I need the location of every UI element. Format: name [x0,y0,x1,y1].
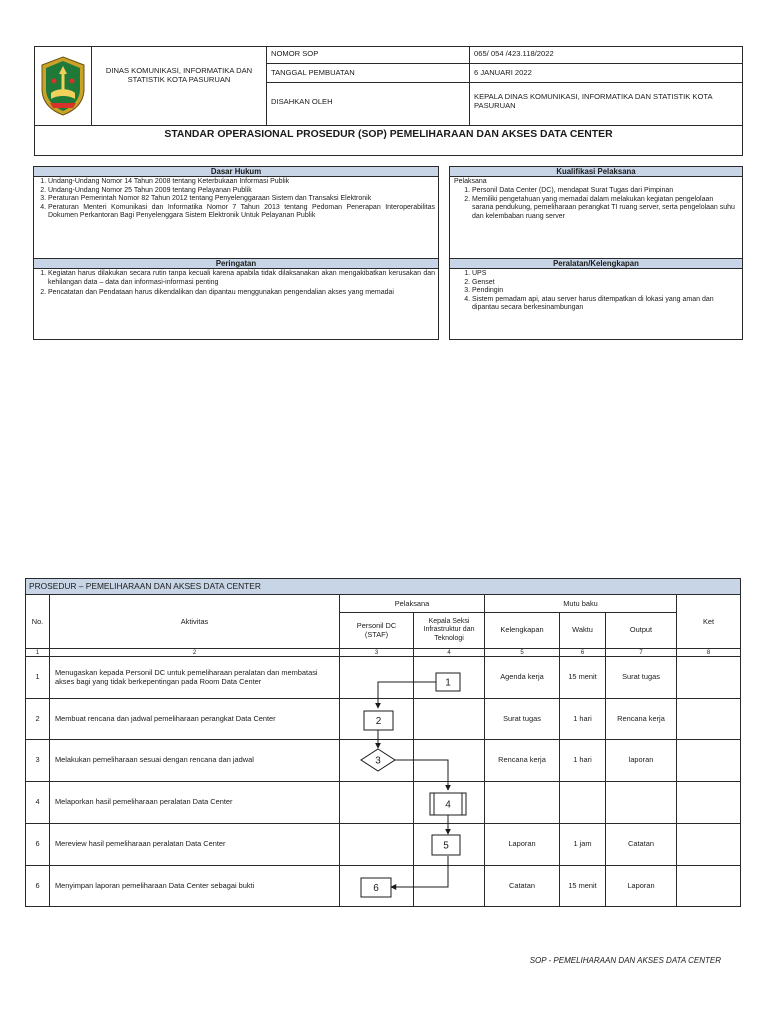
flow-step-label: 1 [445,677,451,689]
nomor-sop-label: NOMOR SOP [271,49,319,58]
prosedur-title: PROSEDUR – PEMELIHARAAN DAN AKSES DATA CENTER [29,581,261,591]
row-number: 4 [35,797,40,807]
kualifikasi-heading: Kualifikasi Pelaksana [450,167,742,177]
col-waktu-header: Waktu [572,625,593,635]
row-output: laporan [628,755,654,765]
row-kelengkapan: Laporan [508,839,536,849]
col-number: 8 [706,649,711,656]
nomor-sop-value: 065/ 054 /423.118/2022 [474,49,554,58]
row-waktu: 1 jam [573,839,592,849]
tanggal-value: 6 JANUARI 2022 [474,68,532,77]
peralatan-item: 1. UPS [472,270,740,279]
col-number: 4 [447,649,451,656]
col-pelaksana-header: Pelaksana [394,598,430,608]
row-kelengkapan: Agenda kerja [500,672,544,682]
peringatan-item: 2. Pencatatan dan Pendataan harus dikendalikan dan dipantau menggunakan pengendalian akses yang memadai [48,289,435,298]
row-kelengkapan: Surat tugas [503,713,541,723]
footer-text: SOP - PEMELIHARAAN DAN AKSES DATA CENTER [529,956,721,965]
row-number: 6 [35,839,40,849]
flow-step-label: 2 [375,716,382,727]
disahkan-value: KEPALA DINAS KOMUNIKASI, INFORMATIKA DAN STATISTIK KOTA PASURUAN [474,92,713,110]
peralatan-heading: Peralatan/Kelengkapan [450,259,742,269]
col-staf-header: Personil DC (STAF) [356,620,397,639]
row-aktivitas: Mereview hasil pemeliharaan peralatan Data Center [55,839,226,849]
col-no-header: No. [31,616,44,626]
col-number: 2 [192,649,197,656]
tanggal-label: TANGGAL PEMBUATAN [271,68,355,77]
flow-step-label: 6 [373,883,379,894]
col-number: 1 [35,649,40,656]
sop-title: STANDAR OPERASIONAL PROSEDUR (SOP) PEMELIHARAAN DAN AKSES DATA CENTER [164,129,613,140]
row-number: 6 [35,881,40,891]
row-aktivitas: Membuat rencana dan jadwal pemeliharaan perangkat Data Center [55,713,276,723]
row-aktivitas: Melaporkan hasil pemeliharaan peralatan Data Center [55,797,233,807]
kualifikasi-intro: Pelaksana [454,178,487,185]
col-output-header: Output [629,625,653,635]
peringatan-heading: Peringatan [34,259,438,269]
row-kelengkapan: Catatan [509,881,535,891]
row-waktu: 15 menit [568,672,597,682]
flow-step-label: 5 [443,840,449,852]
dasar-hukum-item: 3. Peraturan Pemerintah Nomor 82 Tahun 2012 tentang Penyelenggaraan Sistem dan Transaksi Elektronik [48,195,435,204]
kualifikasi-item: 2. Memiliki pengetahuan yang memadai dalam melakukan kegiatan pengelolaan sarana pendukung, pemeliharaan perangkat TI ruang server, serta pengelolaan suhu dan kelembaban ruang server [472,196,736,222]
flow-step-label: 4 [445,799,451,811]
dasar-hukum-item: 4. Peraturan Menteri Komunikasi dan Informatika Nomor 7 Tahun 2013 tentang Pedoman Penerapan Interoperabilitas Dokumen Perkantoran Bagi Penyelenggara Sistem Elektronik Untuk Pelayanan Publik [48,204,435,221]
col-kelengkapan-header: Kelengkapan [500,625,544,635]
peringatan-item: 1. Kegiatan harus dilakukan secara rutin tanpa kecuali karena apabila tidak dilaksanakan akan mengakibatkan kerusakan dan kehilangan data – data dan informasi-informasi penting [48,270,435,287]
dasar-hukum-item: 2. Undang-Undang Nomor 25 Tahun 2009 tentang Pelayanan Publik [48,187,435,196]
row-number: 2 [35,713,40,723]
kualifikasi-item: 1. Personil Data Center (DC), mendapat Surat Tugas dari Pimpinan [472,187,736,196]
row-waktu: 1 hari [573,713,592,723]
col-ket-header: Ket [702,616,715,626]
row-waktu: 1 hari [573,755,592,765]
col-kasi-header: Kepala Seksi Infrastruktur dan Teknologi [423,617,475,642]
col-number: 3 [374,649,379,656]
peralatan-item: 2. Genset [472,279,740,288]
org-name: DINAS KOMUNIKASI, INFORMATIKA DAN STATISTIK KOTA PASURUAN [105,66,253,85]
col-number: 7 [639,649,643,656]
row-output: Rencana kerja [617,713,665,723]
row-aktivitas: Menugaskan kepada Personil DC untuk pemeliharaan peralatan dan membatasi akses bagi yang tidak berkepentingan pada Room Data Center [55,667,318,686]
row-kelengkapan: Rencana kerja [498,755,546,765]
row-waktu: 15 menit [568,881,597,891]
disahkan-label: DISAHKAN OLEH [271,97,333,106]
dasar-hukum-item: 1. Undang-Undang Nomor 14 Tahun 2008 tentang Keterbukaan Informasi Publik [48,178,435,187]
col-number: 5 [520,649,524,656]
row-output: Catatan [628,839,654,849]
col-aktivitas-header: Aktivitas [180,616,209,626]
col-number: 6 [580,649,585,656]
flow-step-label: 3 [375,755,381,767]
row-aktivitas: Menyimpan laporan pemeliharaan Data Center sebagai bukti [55,881,255,891]
row-output: Laporan [627,881,655,891]
peralatan-item: 3. Pendingin [472,287,740,296]
col-mutu-header: Mutu baku [563,598,598,608]
row-aktivitas: Melakukan pemeliharaan sesuai dengan rencana dan jadwal [55,755,254,765]
row-number: 1 [35,672,40,682]
row-output: Surat tugas [622,672,660,682]
row-number: 3 [35,755,40,765]
dasar-hukum-heading: Dasar Hukum [34,167,438,177]
peralatan-item: 4. Sistem pemadam api, atau server harus ditempatkan di lokasi yang aman dan dipantau secara berkesinambungan [472,296,740,313]
